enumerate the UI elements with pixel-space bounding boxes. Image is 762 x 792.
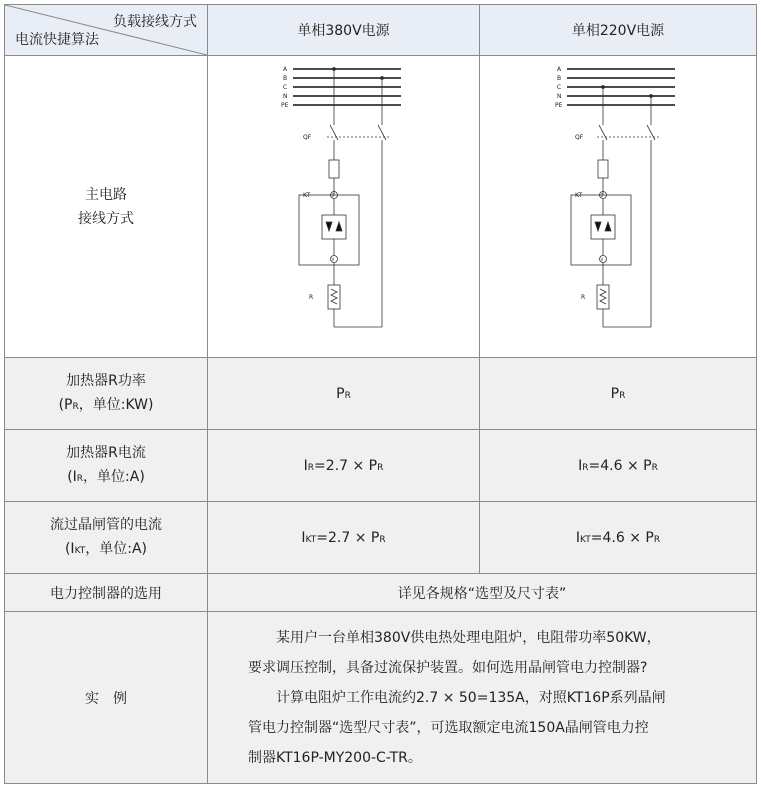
- circuit-diagram-380v: [279, 65, 409, 345]
- terminal-label-v: V: [600, 256, 604, 262]
- selection-value: 详见各规格“选型及尺寸表”: [208, 574, 757, 612]
- current-formula-380v: IR=2.7 × PR: [208, 430, 480, 502]
- selection-label: 电力控制器的选用: [5, 574, 208, 612]
- example-line-5: 制器KT16P-MY200-C-TR。: [248, 749, 422, 766]
- terminal-label-s: S: [331, 192, 334, 198]
- terminal-label-s: S: [600, 192, 604, 198]
- resistor-label-r: R: [581, 293, 586, 301]
- thyristor-current-label: 流过晶闸管的电流 (IKT，单位:A): [5, 502, 208, 574]
- breaker-label-qf: QF: [302, 133, 311, 141]
- example-line-3: 计算电阻炉工作电流约2.7 × 50=135A，对照KT16P系列晶闸: [276, 689, 666, 706]
- resistor-label-r: R: [308, 293, 313, 301]
- circuit-diagram-380v-cell: [208, 56, 480, 358]
- breaker-label-qf: QF: [575, 133, 584, 141]
- line-label-n: N: [282, 92, 287, 100]
- circuit-diagram-220v: [553, 65, 683, 345]
- corner-bottom-label: 电流快捷算法: [15, 32, 99, 48]
- line-label-c: C: [557, 83, 562, 91]
- thyristor-formula-380v: IKT=2.7 × PR: [208, 502, 480, 574]
- current-label: 加热器R电流 (IR，单位:A): [5, 430, 208, 502]
- column-header-380v: 单相380V电源: [208, 5, 480, 56]
- controller-label-kt: KT: [302, 191, 310, 199]
- line-label-b: B: [282, 74, 287, 82]
- selection-table: [4, 4, 757, 784]
- header-row: [5, 5, 757, 56]
- example-text: [208, 612, 757, 784]
- example-line-1: 某用户一台单相380V供电热处理电阻炉，电阻带功率50KW，: [276, 629, 661, 646]
- corner-header-cell: [5, 5, 208, 56]
- line-label-c: C: [282, 83, 287, 91]
- main-circuit-label: 主电路 接线方式: [5, 56, 208, 358]
- power-value-220v: PR: [480, 358, 757, 430]
- column-header-220v: 单相220V电源: [480, 5, 757, 56]
- example-line-2: 要求调压控制，具备过流保护装置。如何选用晶闸管电力控制器?: [248, 659, 648, 676]
- example-line-4: 管电力控制器“选型尺寸表”，可选取额定电流150A晶闸管电力控: [248, 719, 649, 736]
- current-formula-220v: IR=4.6 × PR: [480, 430, 757, 502]
- line-label-a: A: [557, 65, 562, 73]
- controller-label-kt: KT: [575, 191, 583, 199]
- circuit-diagram-220v-cell: [480, 56, 757, 358]
- example-label: 实 例: [5, 612, 208, 784]
- line-label-pe: PE: [555, 101, 563, 109]
- selection-row: [5, 574, 757, 612]
- line-label-a: A: [282, 65, 287, 73]
- line-label-pe: PE: [280, 101, 288, 109]
- example-row: [5, 612, 757, 784]
- main-circuit-row: [5, 56, 757, 358]
- line-label-n: N: [557, 92, 562, 100]
- power-label: 加热器R功率 (PR，单位:KW): [5, 358, 208, 430]
- power-value-380v: PR: [208, 358, 480, 430]
- line-label-b: B: [557, 74, 562, 82]
- corner-top-label: 负载接线方式: [113, 14, 197, 30]
- thyristor-current-row: [5, 502, 757, 574]
- thyristor-formula-220v: IKT=4.6 × PR: [480, 502, 757, 574]
- power-row: [5, 358, 757, 430]
- current-row: [5, 430, 757, 502]
- terminal-label-v: V: [331, 256, 334, 262]
